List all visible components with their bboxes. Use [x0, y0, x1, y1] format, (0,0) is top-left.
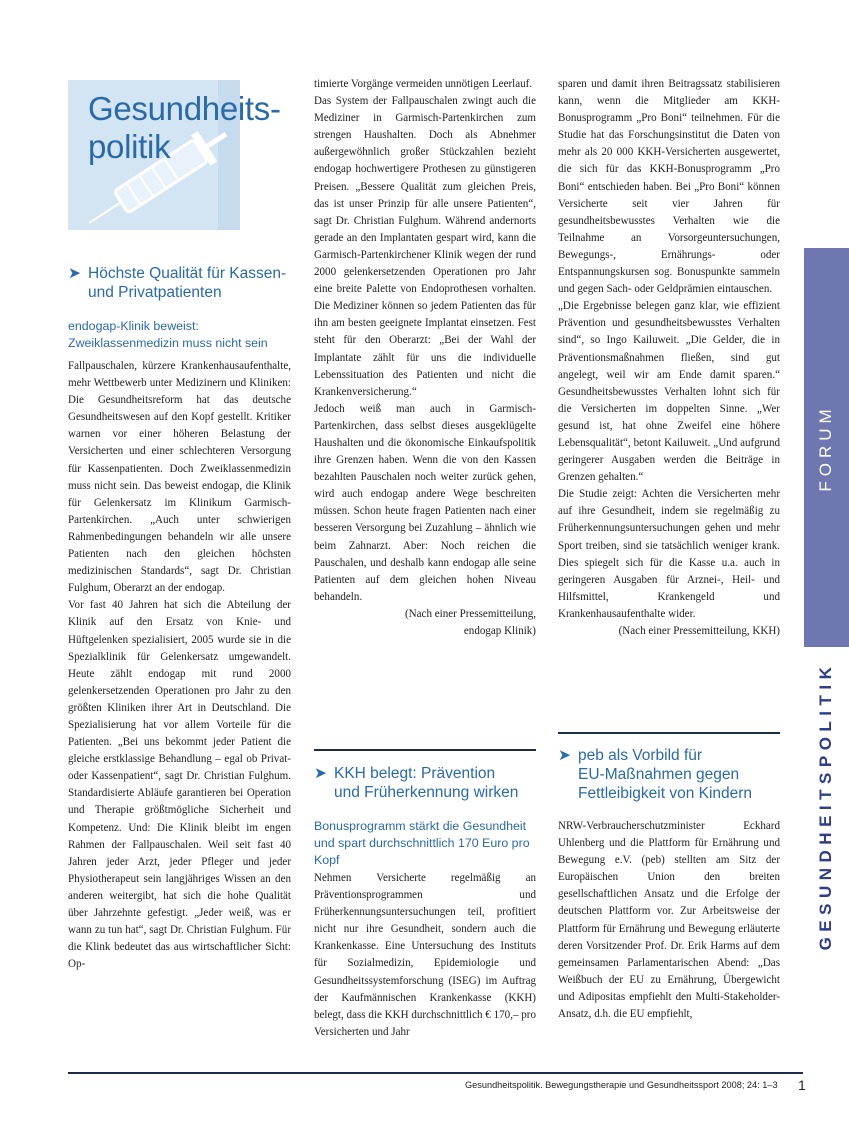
source-note-line2: endogap Klinik) — [463, 625, 536, 637]
article3-heading-line3: Fettleibigkeit von Kindern — [578, 785, 753, 802]
column-2 — [314, 76, 536, 640]
article2-body — [314, 870, 536, 1041]
arrow-icon: ➤ — [558, 747, 571, 764]
paragraph: NRW-Verbraucherschutzminister Eckhard Uhlenberg und die Plattform für Ernährung und Bewegung e.V. (peb) stellten am Sitz der Europäischen Union den breiten gesellschaftlichen Ansatz und die Erfolge der deutschen Plattform vor. Zur Arbeitsweise der Plattform für Ernährung und Bewegung erläuterte deren Vorsitzender Prof. Dr. Erik Harms auf dem gemeinsamen Parlamentarischen Abend: „Das Weißbuch der EU zu Ernährung, Übergewicht und Adipositas empfiehlt den Multi-Stakeholder-Ansatz, d.h. die EU empfiehlt, — [558, 820, 780, 1021]
footer-citation: Gesundheitspolitik. Bewegungstherapie und Gesundheitssport 2008; 24: 1–3 — [465, 1080, 778, 1090]
page-number: 1 — [798, 1077, 806, 1093]
paragraph: Die Studie zeigt: Achten die Versicherten mehr auf ihre Gesundheit, indem sie regelmäßig zu Früherkennungsuntersuchungen gehen und mehr Sport treiben, sind sie tatsächlich weniger krank. Dies spiegelt sich für die Kasse u.a. auch in geringeren Ausgaben für Arznei-, Heil- und Hilfsmittel, Krankengeld und Krankenhausaufenthalte wider. — [558, 488, 780, 620]
section-title — [88, 90, 281, 166]
article1-heading-line2: und Privatpatienten — [88, 284, 222, 301]
paragraph: Vor fast 40 Jahren hat sich die Abteilung der Klinik auf den Ersatz von Knie- und Hüftgelenken spezialisiert, 2005 wurde sie in die Spezialklinik für Gelenkersatz umgewandelt. Heute zählt endogap mit rund 2000 gelenkersetzenden Operationen pro Jahr zu den größten Kliniken ihrer Art in Deutschland. Die Spezialisierung hat vor allem Vorteile für die Patienten. „Bei uns bekommt jeder Patient die gleiche erstklassige Behandlung – egal ob Privat- oder Kassenpatient“, sagt Dr. Christian Fulghum. Standardisierte Abläufe garantieren bei Operation und Therapie größtmögliche Sicherheit und Kompetenz. Und: Die Klinik bleibt im engen Rahmen der Fallpauschalen. Weil seit fast 40 Jahren jeder Arzt, jeder Pfleger und jeder Physiotherapeut sein langjähriges Wissen an den anderen weitergibt, hat sich die hohe Qualität über Jahrzehnte gefestigt. „Jeder weiß, was er wann zu tun hat“, sagt Dr. Christian Fulghum. Für die Klink bedeutet das aus wirtschaftlicher Sicht: Op- — [68, 599, 291, 971]
section-header-graphic — [68, 80, 281, 230]
section-title-line2: politik — [88, 128, 171, 165]
article1-heading-line1: Höchste Qualität für Kassen- — [88, 265, 287, 282]
paragraph: „Die Ergebnisse belegen ganz klar, wie effizient Prävention und gesundheitsbewusstes Verhalten sind“, so Ingo Kailuweit. „Die Gelder, die in Präventionsmaßnahmen fließen, sind gut angelegt, weil wir am Ende damit sparen.“ Gesundheitsbewusstes Verhalten lohnt sich für die Versicherten im doppelten Sinne. „Wer gesund ist, hat ohne Zweifel eine höhere Lebensqualität“, betont Kailuweit. „Und aufgrund geringerer Ausgaben werden die Beiträge in Grenzen gehalten.“ — [558, 300, 780, 484]
paragraph: Das System der Fallpauschalen zwingt auch die Mediziner in Garmisch-Partenkirchen zum strengen Haushalten. Doch als Abnehmer außergewöhnlich großer Stückzahlen bezieht endogap hochwertigere Prothesen zu günstigeren Preisen. „Bessere Qualität zum gleichen Preis, das ist unser Prinzip für alle unsere Patienten“, sagt Dr. Christian Fulghum. Während andernorts gerade an den Implantaten gespart wird, kann die Garmisch-Partenkirchener Klinik wegen der rund 2000 gelenkersetzenden Operationen pro Jahr eine breite Palette von Endoprothesen vorhalten. Die Mediziner können so jedem Patienten das für ihn am besten geeignete Implantat einsetzen. Fest steht für den Oberarzt: „Bei der Wahl der Implantate zählt für uns die individuelle Lebenssituation des Patienten und nicht die Krankenversicherung.“ — [314, 95, 536, 398]
source-note-line1: (Nach einer Pressemitteilung, — [405, 607, 536, 620]
source-note — [314, 606, 536, 640]
article1-heading — [68, 264, 293, 302]
arrow-icon: ➤ — [68, 265, 81, 282]
paragraph: Jedoch weiß man auch in Garmisch-Partenkirchen, dass selbst dieses ausgeklügelte Haushalten und die ökonomische Einkaufspolitik ihre Grenzen haben. Wenn die von den Kassen bezahlten Pauschalen noch weiter zurück gehen, wird auch endogap andere Wege beschreiten müssen. Schon heute fragen Patienten nach einer besseren Versorgung bei Zuzahlung – ähnlich wie beim Zahnarzt. Aber: Noch reichen die Pauschalen, und deshalb kann endogap alle seine Patienten auf dem gleichen hohen Niveau behandeln. — [314, 402, 536, 603]
forum-label: FORUM — [816, 404, 835, 492]
article2-rule — [314, 749, 536, 751]
column-3 — [558, 76, 780, 640]
article3-heading-line2: EU-Maßnahmen gegen — [578, 766, 740, 783]
article3-body — [558, 818, 780, 1023]
section-label: GESUNDHEITSPOLITIK — [816, 661, 835, 951]
article3-rule — [558, 732, 780, 734]
column-1 — [68, 358, 291, 973]
paragraph: timierte Vorgänge vermeiden unnötigen Leerlauf. — [314, 78, 533, 90]
article1-subheading: endogap-Klinik beweist: Zweiklassenmedizin muss nicht sein — [68, 319, 268, 350]
article3-heading-line1: peb als Vorbild für — [578, 747, 703, 764]
article2-heading-line1: KKH belegt: Prävention — [334, 765, 496, 782]
source-note: (Nach einer Pressemitteilung, KKH) — [618, 625, 780, 637]
section-title-line1: Gesundheits- — [88, 90, 281, 127]
paragraph: Fallpauschalen, kürzere Krankenhausaufenthalte, mehr Wettbewerb unter Medizinern und Kliniken: Die Gesundheitsreform hat das deutsche Gesundheitswesen auf den Kopf gestellt. Kritiker warnen vor einer höheren Belastung der Versicherten und einer schlechteren Versorgung für Kassenpatienten. Doch Zweiklassenmedizin muss nicht sein. Das beweist endogap, die Klinik für Gelenkersatz im Klinikum Garmisch-Partenkirchen. „Auch unter schwierigen Rahmenbedingungen behandeln wir alle unsere Patienten nach den gleichen höchsten medizinischen Standards“, sagt Dr. Christian Fulghum, Oberarzt an der endogap. — [68, 360, 291, 595]
article3-heading — [558, 746, 780, 803]
footer-rule — [68, 1072, 803, 1074]
arrow-icon: ➤ — [314, 765, 327, 782]
article2-heading — [314, 764, 536, 802]
paragraph: sparen und damit ihren Beitragssatz stabilisieren kann, wenn die Mitglieder am KKH-Bonusprogramm „Pro Boni“ teilnehmen. Für die Studie hat das Forschungsinstitut die Daten von mehr als 20 000 KKH-Versicherten ausgewertet, die sich für das KKH-Bonusprogramm „Pro Boni“ entschieden haben. Bei „Pro Boni“ können Versicherte seit vier Jahren für gesundheitsbewusstes Verhalten wie die Teilnahme an Vorsorgeuntersuchungen, Bewegungs-, Ernährungs- oder Entspannungskursen sog. Bonuspunkte sammeln und gegen Sach- oder Geldprämien eintauschen. — [558, 78, 780, 296]
article2-subheading: Bonusprogramm stärkt die Gesundheit und spart durchschnittlich 170 Euro pro Kopf — [314, 819, 530, 867]
paragraph: Nehmen Versicherte regelmäßig an Präventionsprogrammen und Früherkennungsuntersuchungen teil, profitiert nicht nur ihre Gesundheit, sondern auch die Krankenkasse. Eine Untersuchung des Instituts für Sozialmedizin, Epidemiologie und Gesundheitssystemforschung (ISEG) im Auftrag der Kaufmännischen Krankenkasse (KKH) belegt, dass die KKH durchschnittlich € 170,– pro Versicherten und Jahr — [314, 872, 536, 1038]
article2-heading-line2: und Früherkennung wirken — [334, 784, 519, 801]
